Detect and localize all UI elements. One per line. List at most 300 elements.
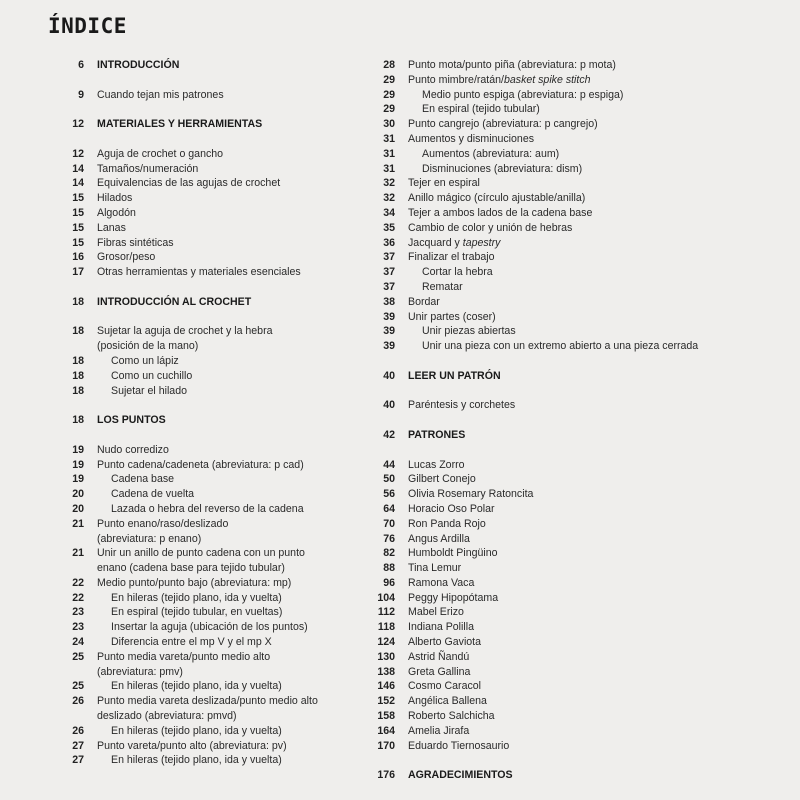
- toc-subentry: [365, 265, 785, 280]
- toc-section-heading: [54, 295, 354, 310]
- toc-entry: [365, 250, 785, 265]
- entry-text: Cuando tejan mis patrones: [97, 88, 224, 101]
- toc-entry: [54, 265, 354, 280]
- page-number: 15: [72, 192, 84, 205]
- entry-text: Punto mimbre/ratán/: [408, 73, 504, 86]
- entry-title: [408, 532, 470, 547]
- page-number: 14: [72, 162, 84, 175]
- entry-text: Sujetar el hilado: [111, 384, 187, 397]
- entry-text: Punto cangrejo (abreviatura: p cangrejo): [408, 118, 598, 131]
- entry-title: [97, 546, 305, 576]
- toc-entry: [365, 58, 785, 73]
- entry-text: Como un cuchillo: [111, 369, 193, 382]
- toc-subentry: [365, 88, 785, 103]
- toc-entry: [54, 236, 354, 251]
- entry-text: Otras herramientas y materiales esenciales: [97, 266, 301, 279]
- entry-text: Cadena de vuelta: [111, 488, 195, 501]
- toc-section-heading: [365, 369, 785, 384]
- entry-title: [97, 176, 280, 191]
- entry-text: Olivia Rosemary Ratoncita: [408, 488, 534, 501]
- entry-text: Algodón: [97, 206, 136, 219]
- entry-title: [408, 58, 616, 73]
- page-number: 32: [383, 177, 395, 190]
- entry-text: Peggy Hipopótama: [408, 591, 499, 604]
- entry-text: Anillo mágico (círculo ajustable/anilla): [408, 192, 586, 205]
- entry-title: [408, 369, 501, 384]
- entry-text: Lazada o hebra del reverso de la cadena: [111, 502, 304, 515]
- toc-entry: [54, 191, 354, 206]
- toc-entry: [365, 724, 785, 739]
- page-number: 14: [72, 177, 84, 190]
- page-number: 22: [72, 591, 84, 604]
- page-number: 39: [383, 340, 395, 353]
- toc-entry: [54, 694, 354, 724]
- page-number: 18: [72, 414, 84, 427]
- toc-section-heading: [365, 428, 785, 443]
- page-number: 170: [377, 739, 395, 752]
- page-number: 17: [72, 266, 84, 279]
- entry-title: [408, 576, 474, 591]
- toc-entry: [365, 132, 785, 147]
- page-number: 15: [72, 221, 84, 234]
- toc-entry: [365, 295, 785, 310]
- entry-text: PATRONES: [408, 428, 466, 441]
- entry-text: Eduardo Tiernosaurio: [408, 739, 510, 752]
- entry-text: Ramona Vaca: [408, 576, 475, 589]
- page-number: 104: [377, 591, 395, 604]
- entry-title: [408, 191, 585, 206]
- entry-text-italic: tapestry: [462, 236, 501, 249]
- toc-entry: [365, 221, 785, 236]
- entry-title: [97, 650, 270, 680]
- page-number: 124: [377, 636, 395, 649]
- toc-subentry: [365, 102, 785, 117]
- toc-column-left: [54, 58, 354, 768]
- toc-entry: [365, 620, 785, 635]
- page-number: 18: [72, 384, 84, 397]
- entry-text: Cadena base: [111, 473, 175, 486]
- entry-text: Indiana Polilla: [408, 621, 474, 634]
- entry-title: [408, 502, 495, 517]
- toc-entry: [365, 206, 785, 221]
- page-number: 19: [72, 458, 84, 471]
- toc-section-heading: [54, 58, 354, 73]
- entry-text: Medio punto/punto bajo (abreviatura: mp): [97, 576, 292, 589]
- entry-title: [408, 73, 591, 88]
- toc-subentry: [54, 635, 354, 650]
- entry-title: [422, 147, 559, 162]
- page-number: 152: [377, 695, 395, 708]
- toc-subentry: [54, 620, 354, 635]
- entry-title: [408, 236, 500, 251]
- entry-title: [97, 576, 291, 591]
- toc-entry: [365, 635, 785, 650]
- toc-entry: [365, 176, 785, 191]
- page-number: 96: [383, 576, 395, 589]
- entry-title: [111, 679, 282, 694]
- entry-title: [408, 709, 495, 724]
- entry-text: Horacio Oso Polar: [408, 502, 495, 515]
- toc-subentry: [54, 502, 354, 517]
- toc-subentry: [54, 384, 354, 399]
- toc-section-heading: [365, 768, 785, 783]
- entry-text: Lanas: [97, 221, 126, 234]
- page-number: 23: [72, 606, 84, 619]
- entry-text: Equivalencias de las agujas de crochet: [97, 177, 281, 190]
- entry-text: Como un lápiz: [111, 354, 179, 367]
- entry-title: [408, 694, 487, 709]
- entry-text: Amelia Jirafa: [408, 724, 470, 737]
- entry-text: Nudo corredizo: [97, 443, 169, 456]
- page-number: 18: [72, 295, 84, 308]
- toc-subentry: [365, 324, 785, 339]
- entry-title: [408, 176, 480, 191]
- page-number: 88: [383, 562, 395, 575]
- toc-subentry: [365, 147, 785, 162]
- entry-title: [111, 472, 174, 487]
- entry-text: Punto media vareta deslizada/punto medio alto: [97, 695, 318, 708]
- entry-title: [408, 472, 476, 487]
- page-number: 16: [72, 251, 84, 264]
- entry-text: Alberto Gaviota: [408, 636, 482, 649]
- page-number: 38: [383, 295, 395, 308]
- entry-text: Unir un anillo de punto cadena con un punto: [97, 547, 305, 560]
- entry-text: Bordar: [408, 295, 440, 308]
- entry-text: Disminuciones (abreviatura: dism): [422, 162, 583, 175]
- entry-text: Unir partes (coser): [408, 310, 496, 323]
- entry-text: Tamaños/numeración: [97, 162, 199, 175]
- entry-title: [97, 517, 228, 547]
- entry-title: [111, 502, 304, 517]
- toc-entry: [365, 576, 785, 591]
- toc-entry: [54, 458, 354, 473]
- toc-entry: [54, 147, 354, 162]
- page-number: 26: [72, 695, 84, 708]
- entry-text: Unir una pieza con un extremo abierto a una pieza cerrada: [422, 340, 699, 353]
- toc-entry: [365, 236, 785, 251]
- entry-text: Punto enano/raso/deslizado: [97, 517, 229, 530]
- toc-entry: [365, 310, 785, 325]
- page-number: 18: [72, 369, 84, 382]
- entry-text-italic: basket spike stitch: [503, 73, 591, 86]
- page-number: 25: [72, 650, 84, 663]
- entry-title: [408, 206, 592, 221]
- page-number: 6: [78, 59, 84, 71]
- entry-title: [111, 591, 282, 606]
- entry-title: [111, 635, 272, 650]
- entry-text: MATERIALES Y HERRAMIENTAS: [97, 118, 263, 131]
- entry-title: [97, 147, 223, 162]
- toc-subentry: [365, 339, 785, 354]
- page-number: 12: [72, 118, 84, 131]
- toc-subentry: [54, 753, 354, 768]
- page-number: 26: [72, 724, 84, 737]
- toc-section-heading: [54, 117, 354, 132]
- entry-text: Fibras sintéticas: [97, 236, 174, 249]
- entry-text-continued: (abreviatura: p enano): [97, 532, 202, 545]
- entry-title: [97, 324, 273, 354]
- entry-title: [111, 354, 179, 369]
- entry-text: Diferencia entre el mp V y el mp X: [111, 636, 272, 649]
- page-number: 146: [377, 680, 395, 693]
- entry-title: [97, 206, 136, 221]
- entry-title: [408, 591, 498, 606]
- entry-title: [408, 724, 469, 739]
- entry-text-continued: (abreviatura: pmv): [97, 665, 183, 678]
- toc-entry: [365, 561, 785, 576]
- entry-title: [97, 295, 251, 310]
- page-number: 22: [72, 576, 84, 589]
- page-number: 29: [383, 73, 395, 86]
- toc-entry: [365, 591, 785, 606]
- entry-text: En hileras (tejido plano, ida y vuelta): [111, 724, 282, 737]
- entry-title: [97, 739, 287, 754]
- page-number: 20: [72, 488, 84, 501]
- entry-title: [408, 310, 496, 325]
- toc-entry: [54, 206, 354, 221]
- entry-text: En hileras (tejido plano, ida y vuelta): [111, 591, 282, 604]
- page-number: 70: [383, 517, 395, 530]
- page-number: 21: [72, 547, 84, 560]
- toc-entry: [365, 665, 785, 680]
- entry-text: Aumentos (abreviatura: aum): [422, 147, 560, 160]
- entry-title: [408, 739, 509, 754]
- toc-entry: [54, 576, 354, 591]
- entry-title: [408, 665, 470, 680]
- entry-title: [408, 117, 598, 132]
- entry-text-continued: deslizado (abreviatura: pmvd): [97, 710, 237, 723]
- page-number: 44: [383, 458, 395, 471]
- page-number: 18: [72, 325, 84, 338]
- entry-text: Aguja de crochet o gancho: [97, 147, 224, 160]
- entry-title: [408, 250, 495, 265]
- page-number: 31: [383, 147, 395, 160]
- page-number: 76: [383, 532, 395, 545]
- page-number: 39: [383, 325, 395, 338]
- page-number: 24: [72, 636, 84, 649]
- entry-text: AGRADECIMIENTOS: [408, 769, 513, 782]
- page-number: 20: [72, 502, 84, 515]
- entry-title: [97, 88, 224, 103]
- page-number: 164: [377, 724, 395, 737]
- toc-column-right: [365, 58, 785, 783]
- entry-title: [111, 369, 192, 384]
- entry-title: [408, 517, 486, 532]
- page-number: 56: [383, 488, 395, 501]
- entry-text: Jacquard y: [408, 236, 463, 249]
- entry-title: [408, 679, 481, 694]
- toc-entry: [365, 487, 785, 502]
- page-number: 37: [383, 280, 395, 293]
- entry-title: [408, 458, 465, 473]
- entry-text: LOS PUNTOS: [97, 414, 166, 427]
- entry-title: [97, 117, 262, 132]
- page-number: 40: [383, 399, 395, 412]
- toc-entry: [365, 517, 785, 532]
- toc-entry: [54, 324, 354, 354]
- entry-title: [422, 280, 463, 295]
- toc-entry: [365, 739, 785, 754]
- entry-text: INTRODUCCIÓN: [97, 59, 180, 71]
- toc-entry: [365, 73, 785, 88]
- entry-title: [408, 768, 513, 783]
- page-number: 130: [377, 650, 395, 663]
- toc-subentry: [54, 605, 354, 620]
- entry-title: [97, 162, 198, 177]
- entry-text: Punto cadena/cadeneta (abreviatura: p cad): [97, 458, 304, 471]
- page-number: 15: [72, 206, 84, 219]
- entry-text: Finalizar el trabajo: [408, 251, 495, 264]
- entry-text: Cambio de color y unión de hebras: [408, 221, 573, 234]
- entry-title: [97, 58, 179, 73]
- entry-title: [422, 339, 698, 354]
- entry-text: Lucas Zorro: [408, 458, 465, 471]
- entry-text: Aumentos y disminuciones: [408, 132, 535, 145]
- page-number: 40: [383, 369, 395, 382]
- entry-title: [408, 295, 440, 310]
- entry-text: Paréntesis y corchetes: [408, 399, 516, 412]
- toc-entry: [54, 443, 354, 458]
- toc-entry: [54, 739, 354, 754]
- entry-text: Astrid Ñandú: [408, 650, 470, 663]
- page-number: 19: [72, 473, 84, 486]
- page-number: 37: [383, 266, 395, 279]
- entry-text: LEER UN PATRÓN: [408, 369, 501, 382]
- entry-title: [97, 191, 132, 206]
- page-number: 50: [383, 473, 395, 486]
- page-number: 118: [377, 621, 395, 634]
- entry-text: Rematar: [422, 280, 463, 293]
- entry-title: [422, 265, 493, 280]
- toc-subentry: [365, 280, 785, 295]
- entry-text: Punto media vareta/punto medio alto: [97, 650, 271, 663]
- page-number: 34: [383, 206, 395, 219]
- entry-title: [408, 635, 481, 650]
- toc-entry: [54, 517, 354, 547]
- toc-entry: [365, 398, 785, 413]
- entry-text-continued: enano (cadena base para tejido tubular): [97, 562, 285, 575]
- toc-subentry: [365, 162, 785, 177]
- page-number: 138: [377, 665, 395, 678]
- toc-entry: [365, 532, 785, 547]
- entry-text: Angélica Ballena: [408, 695, 487, 708]
- page-number: 176: [377, 769, 395, 782]
- page-title: ÍNDICE: [48, 14, 127, 38]
- toc-entry: [365, 694, 785, 709]
- entry-title: [408, 487, 533, 502]
- entry-text: Tejer a ambos lados de la cadena base: [408, 206, 593, 219]
- entry-title: [408, 561, 461, 576]
- entry-title: [408, 132, 534, 147]
- entry-title: [111, 487, 194, 502]
- page-number: 15: [72, 236, 84, 249]
- entry-text: Hilados: [97, 192, 133, 205]
- toc-section-heading: [54, 413, 354, 428]
- entry-title: [97, 221, 126, 236]
- page-number: 23: [72, 621, 84, 634]
- page-number: 19: [72, 443, 84, 456]
- entry-title: [97, 443, 169, 458]
- page-number: 12: [72, 147, 84, 160]
- toc-entry: [54, 221, 354, 236]
- page-number: 32: [383, 192, 395, 205]
- page-number: 27: [72, 739, 84, 752]
- page-number: 29: [383, 103, 395, 116]
- entry-text: Gilbert Conejo: [408, 473, 476, 486]
- entry-text: En hileras (tejido plano, ida y vuelta): [111, 754, 282, 767]
- toc-entry: [54, 162, 354, 177]
- page-number: 9: [78, 88, 84, 101]
- toc-entry: [365, 709, 785, 724]
- toc-entry: [365, 191, 785, 206]
- entry-title: [422, 162, 582, 177]
- toc-entry: [365, 472, 785, 487]
- toc-entry: [365, 117, 785, 132]
- entry-text: Punto mota/punto piña (abreviatura: p mota): [408, 59, 616, 71]
- entry-text: Medio punto espiga (abreviatura: p espiga): [422, 88, 624, 101]
- page-number: 18: [72, 354, 84, 367]
- entry-text: Cosmo Caracol: [408, 680, 482, 693]
- page-number: 31: [383, 162, 395, 175]
- page-number: 39: [383, 310, 395, 323]
- entry-title: [97, 458, 304, 473]
- entry-text: Cortar la hebra: [422, 266, 493, 279]
- page-number: 35: [383, 221, 395, 234]
- page-number: 64: [383, 502, 395, 515]
- entry-title: [422, 102, 540, 117]
- toc-entry: [365, 605, 785, 620]
- entry-title: [111, 753, 282, 768]
- entry-text: Humboldt Pingüino: [408, 547, 498, 560]
- entry-text: Tejer en espiral: [408, 177, 480, 190]
- toc-subentry: [54, 487, 354, 502]
- toc-subentry: [54, 369, 354, 384]
- toc-entry: [365, 650, 785, 665]
- entry-title: [97, 265, 301, 280]
- entry-text: En espiral (tejido tubular, en vueltas): [111, 606, 283, 619]
- page-number: 37: [383, 251, 395, 264]
- entry-title: [111, 620, 308, 635]
- toc-subentry: [54, 354, 354, 369]
- entry-title: [111, 384, 187, 399]
- toc-subentry: [54, 724, 354, 739]
- entry-title: [408, 605, 464, 620]
- page-number: 36: [383, 236, 395, 249]
- entry-text: En espiral (tejido tubular): [422, 103, 540, 116]
- page-number: 29: [383, 88, 395, 101]
- page-number: 30: [383, 118, 395, 131]
- entry-title: [408, 546, 498, 561]
- entry-title: [97, 236, 174, 251]
- entry-text: Grosor/peso: [97, 251, 156, 264]
- toc-entry: [365, 546, 785, 561]
- page-number: 28: [383, 59, 395, 71]
- entry-title: [422, 324, 516, 339]
- page-number: 21: [72, 517, 84, 530]
- toc-entry: [365, 502, 785, 517]
- toc-entry: [365, 458, 785, 473]
- entry-text: Ron Panda Rojo: [408, 517, 486, 530]
- page-number: 112: [377, 606, 395, 619]
- entry-text: Sujetar la aguja de crochet y la hebra: [97, 325, 273, 338]
- entry-text: INTRODUCCIÓN AL CROCHET: [97, 295, 252, 308]
- entry-text: Angus Ardilla: [408, 532, 470, 545]
- toc-entry: [54, 176, 354, 191]
- entry-title: [97, 250, 155, 265]
- entry-title: [422, 88, 623, 103]
- entry-text: Mabel Erizo: [408, 606, 464, 619]
- page-number: 158: [377, 710, 395, 723]
